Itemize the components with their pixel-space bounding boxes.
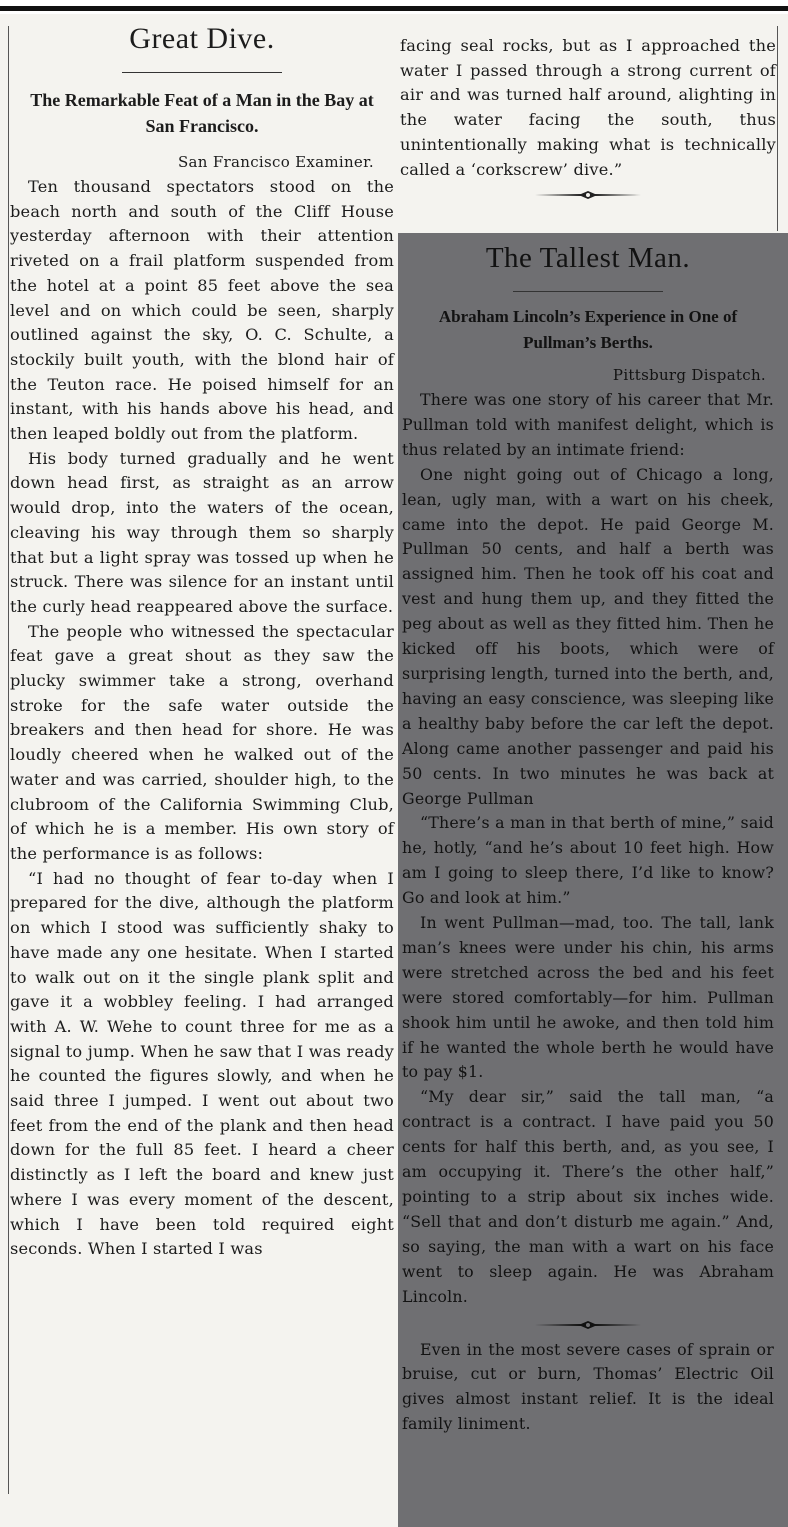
headline-rule	[122, 72, 282, 73]
article-great-dive-continued	[400, 34, 776, 210]
headline: Great Dive.	[129, 22, 275, 55]
headline-rule	[513, 291, 663, 292]
headline: The Tallest Man.	[485, 242, 691, 274]
paragraph: Ten thousand spectators stood on the beach north and south of the Cliff House yesterday afternoon with their attention riveted on a frail platform suspended from the hotel at a point 85 feet above the sea level and on which could be seen, sharply outlined against the sky, O. C. Schulte, a stockily built youth, with the blond hair of the Teuton race. He poised himself for an instant, with his hands above his head, and then leaped boldly out from the platform.	[10, 177, 394, 444]
paragraph: His body turned gradually and he went down head first, as straight as an arrow would drop, into the waters of the ocean, cleaving his way through them so sharply that but a light spray was tossed up when he struck. There was silence for an instant until the curly head reappeared above the surface.	[10, 448, 394, 616]
column-rule-right	[777, 26, 778, 231]
subheadline: The Remarkable Feat of a Man in the Bay at San Francisco.	[30, 90, 374, 136]
paragraph: “I had no thought of fear to-day when I prepared for the dive, although the platform on which I stood was sufficiently shaky to have made any one hesitate. When I started to walk out on it the single plank split and gave it a wobbley feeling. I had arranged with A. W. Wehe to count three for me as a signal to jump. When he saw that I was ready he counted the figures slowly, and when he said three I jumped. I went out about two feet from the end of the plank and then head down for the full 85 feet. I heard a cheer distinctly as I left the board and knew just where I was every moment of the descent, which I have been told required eight seconds. When I started I was	[10, 868, 394, 1259]
article-tallest-man	[402, 236, 774, 1437]
paragraph: In went Pullman—mad, too. The tall, lank man’s knees were under his chin, his arms were stretched across the bed and his feet were stored comfortably—for him. Pullman shook him until he awoke, and then told him if he wanted the whole berth he would have to pay $1.	[402, 913, 774, 1082]
advertisement-text: Even in the most severe cases of sprain or bruise, cut or burn, Thomas’ Electric Oil gives almost instant relief. It is the ideal family liniment.	[402, 1339, 774, 1434]
divider-ornament	[533, 190, 643, 200]
article-great-dive	[10, 22, 394, 1502]
divider-ornament	[533, 1320, 643, 1330]
source-credit: Pittsburg Dispatch.	[612, 366, 766, 384]
source-credit: San Francisco Examiner.	[177, 153, 374, 171]
paragraph: “There’s a man in that berth of mine,” said he, hotly, “and he’s about 10 feet high. How am I going to sleep there, I’d like to know? Go and look at him.”	[402, 813, 774, 908]
paragraph: The people who witnessed the spectacular feat gave a great shout as they saw the plucky swimmer take a strong, overhand stroke for the safe water outside the breakers and then head for shore. He was loudly cheered when he walked out of the water and was carried, shoulder high, to the clubroom of the California Swimming Club, of which he is a member. His own story of the performance is as follows:	[10, 621, 394, 863]
subheadline: Abraham Lincoln’s Experience in One of Pullman’s Berths.	[438, 307, 738, 352]
paragraph: There was one story of his career that Mr. Pullman told with manifest delight, which is thus related by an intimate friend:	[402, 390, 774, 459]
paragraph-continuation: facing seal rocks, but as I approached the water I passed through a strong current of air and was turned half around, alighting in the water facing the south, thus unintentionally making what is technically called a ‘corkscrew’ dive.”	[400, 36, 776, 179]
page-top-border	[0, 0, 788, 14]
paragraph: “My dear sir,” said the tall man, “a contract is a contract. I have paid you 50 cents for half this berth, and, as you see, I am occupying it. There’s the other half,” pointing to a strip about six inches wide. “Sell that and don’t disturb me again.” And, so saying, the man with a wart on his face went to sleep again. He was Abraham Lincoln.	[402, 1087, 774, 1306]
paragraph: One night going out of Chicago a long, lean, ugly man, with a wart on his cheek, came into the depot. He paid George M. Pullman 50 cents, and half a berth was assigned him. Then he took off his coat and vest and hung them up, and they fitted the peg about as well as they fitted him. Then he kicked off his boots, which were of surprising length, turned into the berth, and, having an easy conscience, was sleeping like a healthy baby before the car left the depot. Along came another passenger and paid his 50 cents. In two minutes he was back at George Pullman	[402, 464, 774, 808]
column-rule-left	[8, 26, 9, 1494]
